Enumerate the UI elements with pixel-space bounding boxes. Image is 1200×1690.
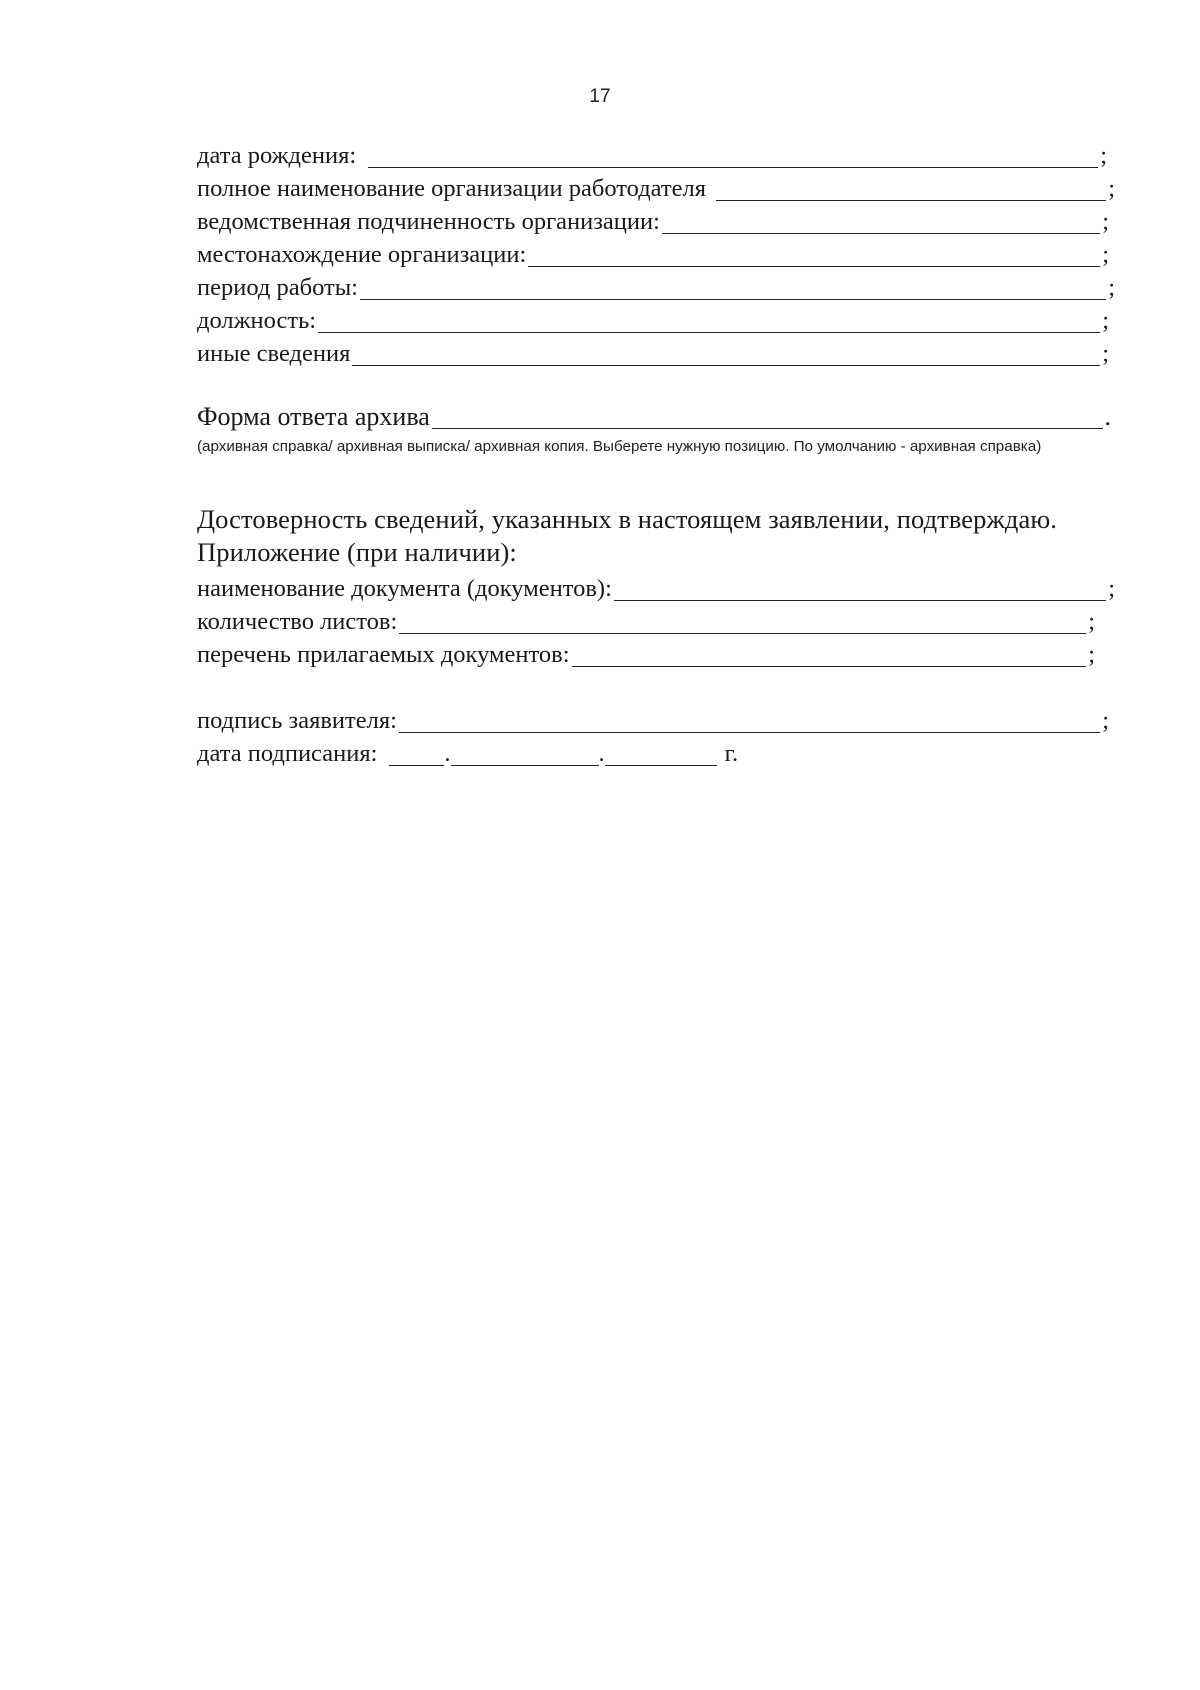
month-line[interactable] — [451, 741, 599, 766]
field-end: ; — [1102, 707, 1109, 734]
confirmation-text: Достоверность сведений, указанных в настоящем заявлении, подтверждаю. — [197, 504, 1057, 534]
work-period-field[interactable] — [197, 272, 1115, 304]
field-label: подпись заявителя: — [197, 707, 397, 734]
page-number: 17 — [589, 86, 611, 107]
fill-line[interactable] — [432, 404, 1103, 429]
fill-line[interactable] — [352, 341, 1100, 366]
year-suffix: г. — [724, 740, 739, 767]
employer-name-field[interactable] — [197, 173, 1115, 205]
signing-date-field[interactable] — [197, 738, 738, 770]
field-label: наименование документа (документов): — [197, 575, 612, 602]
field-label: количество листов: — [197, 608, 398, 635]
signature-field[interactable] — [197, 705, 1109, 737]
field-label: должность: — [197, 307, 317, 334]
position-field[interactable] — [197, 305, 1109, 337]
answer-form-note: (архивная справка/ архивная выписка/ архивная копия. Выберете нужную позицию. По умолчанию - архивная справка) — [197, 438, 1042, 455]
year-line[interactable] — [605, 741, 717, 766]
field-end: ; — [1088, 641, 1095, 668]
fill-line[interactable] — [614, 576, 1106, 601]
field-label: дата подписания: — [197, 740, 378, 767]
day-line[interactable] — [389, 741, 444, 766]
fill-line[interactable] — [662, 209, 1100, 234]
subordination-field[interactable] — [197, 206, 1109, 238]
fill-line[interactable] — [399, 708, 1100, 733]
attachment-heading: Приложение (при наличии): — [197, 537, 517, 567]
document-name-field[interactable] — [197, 573, 1115, 605]
answer-form-field[interactable] — [197, 401, 1111, 433]
fill-line[interactable] — [399, 609, 1086, 634]
sheet-count-field[interactable] — [197, 606, 1095, 638]
field-label: перечень прилагаемых документов: — [197, 641, 570, 668]
documents-list-field[interactable] — [197, 639, 1095, 671]
fill-line[interactable] — [368, 143, 1098, 168]
field-label: дата рождения: — [197, 142, 357, 169]
field-end: ; — [1102, 241, 1109, 268]
organization-location-field[interactable] — [197, 239, 1109, 271]
field-end: . — [1104, 402, 1111, 431]
field-end: ; — [1108, 175, 1115, 202]
field-label: период работы: — [197, 274, 358, 301]
field-end: ; — [1108, 575, 1115, 602]
field-end: ; — [1102, 307, 1109, 334]
fill-line[interactable] — [716, 176, 1106, 201]
fill-line[interactable] — [318, 308, 1100, 333]
fill-line[interactable] — [572, 642, 1087, 667]
field-label: полное наименование организации работодателя — [197, 175, 706, 202]
field-end: ; — [1100, 142, 1107, 169]
field-end: ; — [1088, 608, 1095, 635]
field-end: ; — [1102, 340, 1109, 367]
field-label: ведомственная подчиненность организации: — [197, 208, 660, 235]
fill-line[interactable] — [528, 242, 1100, 267]
birth-date-field[interactable] — [197, 140, 1107, 172]
field-label: Форма ответа архива — [197, 402, 430, 431]
field-end: ; — [1108, 274, 1115, 301]
fill-line[interactable] — [360, 275, 1106, 300]
other-info-field[interactable] — [197, 338, 1109, 370]
date-separator: . — [444, 740, 451, 767]
field-label: иные сведения — [197, 340, 351, 367]
date-separator: . — [598, 740, 605, 767]
field-end: ; — [1102, 208, 1109, 235]
field-label: местонахождение организации: — [197, 241, 527, 268]
